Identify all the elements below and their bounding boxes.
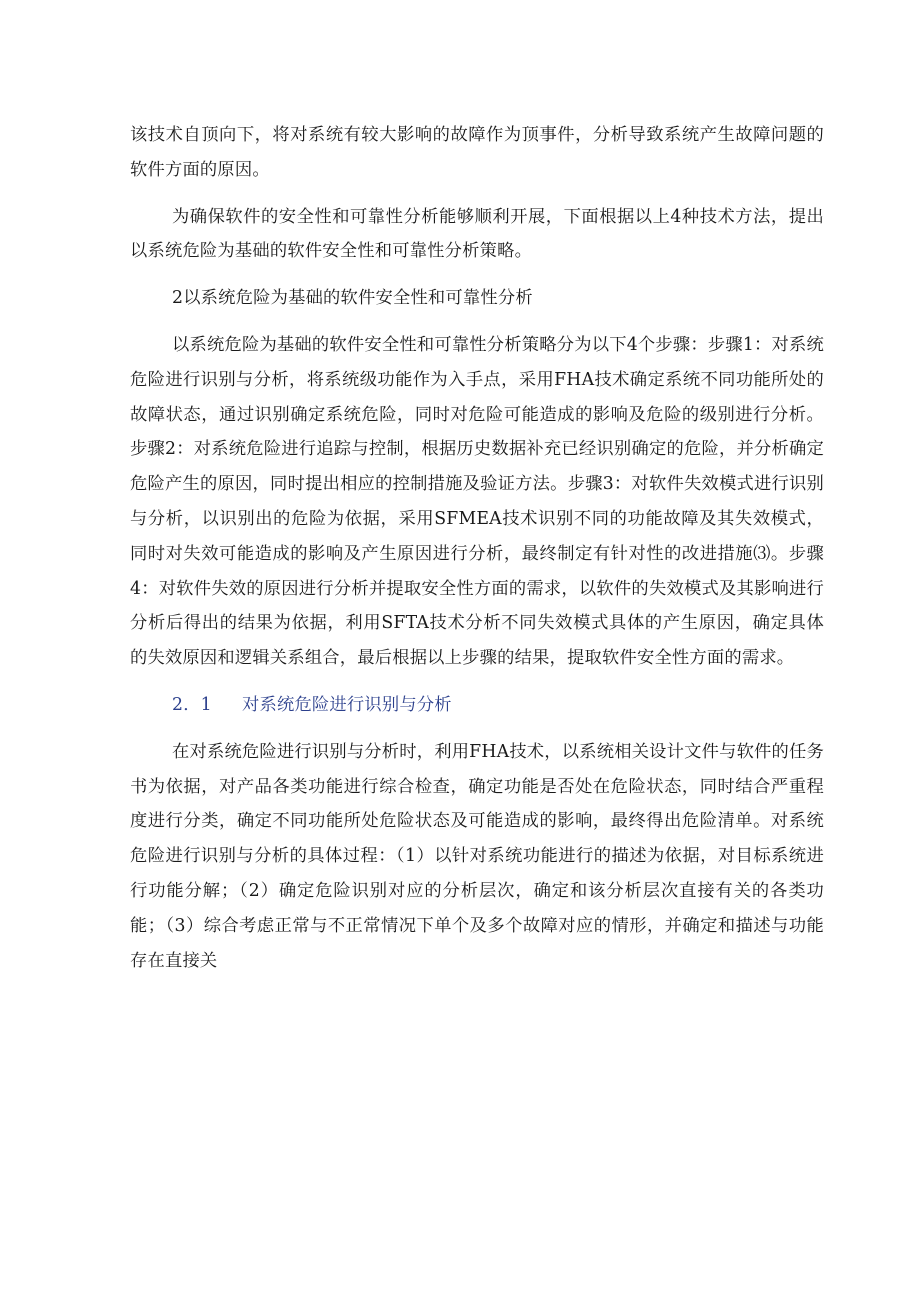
paragraph-strategy-intro: 为确保软件的安全性和可靠性分析能够顺利开展，下面根据以上4种技术方法，提出以系统危险为基础的软件安全性和可靠性分析策略。: [130, 206, 824, 262]
paragraph-hazard-identification: 在对系统危险进行识别与分析时，利用FHA技术，以系统相关设计文件与软件的任务书为依据，对产品各类功能进行综合检查，确定功能是否处在危险状态，同时结合严重程度进行分类，确定不同功能所处危险状态及可能造成的影响，最终得出危险清单。对系统危险进行识别与分析的具体过程：（1）以针对系统功能进行的描述为依据，对目标系统进行功能分解；（2）确定危险识别对应的分析层次，确定和该分析层次直接有关的各类功能；（3）综合考虑正常与不正常情况下单个及多个故障对应的情形，并确定和描述与功能存在直接关: [130, 741, 824, 971]
section-title: 对系统危险进行识别与分析: [242, 694, 452, 715]
section-number: 2．1: [172, 694, 212, 715]
paragraph-fta-description: 该技术自顶向下，将对系统有较大影响的故障作为顶事件，分析导致系统产生故障问题的软件方面的原因。: [130, 125, 824, 180]
document-body: [130, 118, 824, 990]
paragraph-four-steps: 以系统危险为基础的软件安全性和可靠性分析策略分为以下4个步骤：步骤1：对系统危险进行识别与分析，将系统级功能作为入手点，采用FHA技术确定系统不同功能所处的故障状态，通过识别确定系统危险，同时对危险可能造成的影响及危险的级别进行分析。步骤2：对系统危险进行追踪与控制，根据历史数据补充已经识别确定的危险，并分析确定危险产生的原因，同时提出相应的控制措施及验证方法。步骤3：对软件失效模式进行识别与分析，以识别出的危险为依据，采用SFMEA技术识别不同的功能故障及其失效模式，同时对失效可能造成的影响及产生原因进行分析，最终制定有针对性的改进措施⑶。步骤4：对软件失效的原因进行分析并提取安全性方面的需求，以软件的失效模式及其影响进行分析后得出的结果为依据，利用SFTA技术分析不同失效模式具体的产生原因，确定具体的失效原因和逻辑关系组合，最后根据以上步骤的结果，提取软件安全性方面的需求。: [130, 334, 824, 669]
section-heading-2: 2以系统危险为基础的软件安全性和可靠性分析: [172, 288, 533, 309]
section-heading-2-1: [130, 688, 824, 723]
